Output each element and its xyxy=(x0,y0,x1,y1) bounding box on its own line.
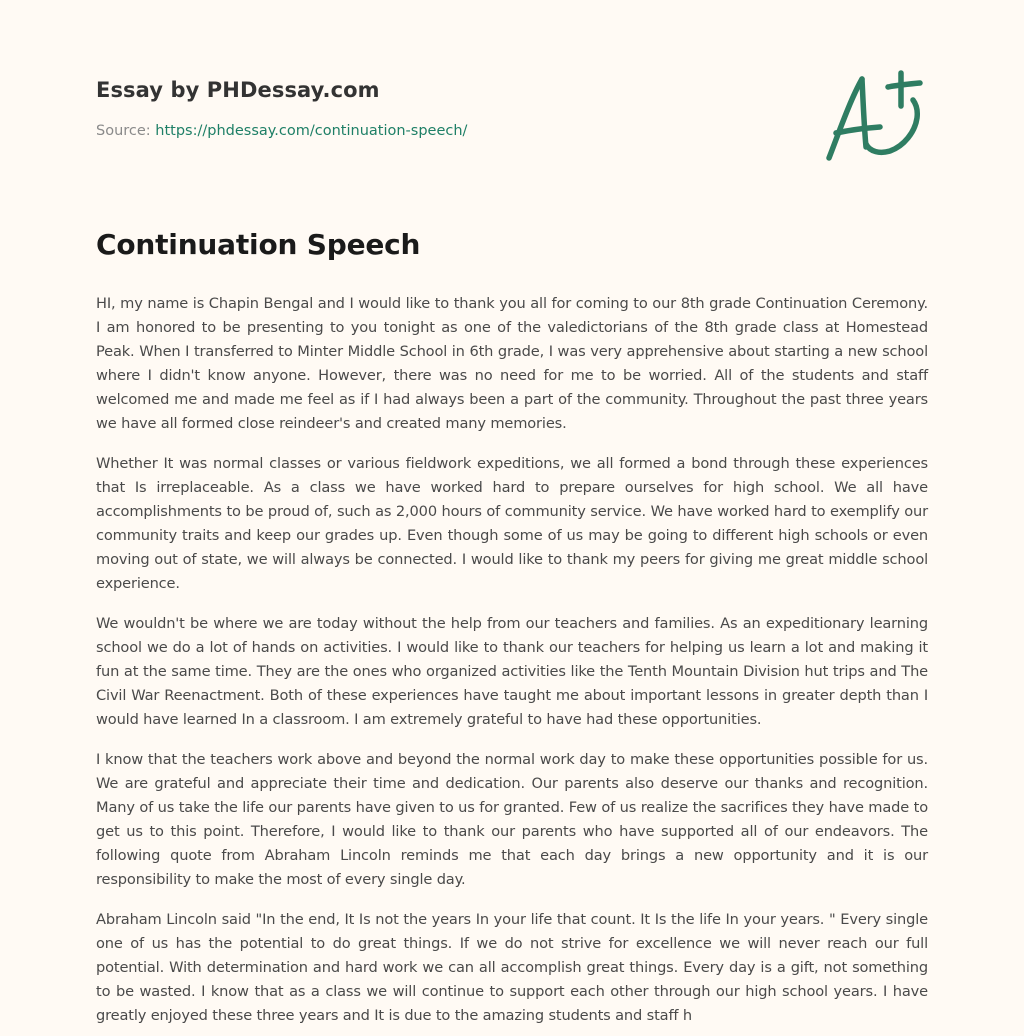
essay-paragraph: I know that the teachers work above and beyond the normal work day to make these opportunities possible for us. We are grateful and appreciate their time and dedication. Our parents also deserve our thanks and recognition. Many of us take the life our parents have given to us for granted. Few of us realize the sacrifices they have made to get us to this point. Therefore, I would like to thank our parents who have supported all of our endeavors. The following quote from Abraham Lincoln reminds me that each day brings a new opportunity and it is our responsibility to make the most of every single day. xyxy=(96,751,928,888)
site-title: Essay by PHDessay.com xyxy=(96,78,380,102)
essay-body xyxy=(96,292,928,1028)
source-label: Source: xyxy=(96,123,156,139)
source-line xyxy=(96,121,796,141)
essay-paragraph: Abraham Lincoln said "In the end, It Is not the years In your life that count. It Is the life In your years. " Every single one of us has the potential to do great things. If we do not strive for excellence we will never reach our full potential. With determination and hard work we can all accomplish great things. Every day is a gift, not something to be wasted. I know that as a class we will continue to support each other through our high school years. I have greatly enjoyed these three years and It is due to the amazing students and staff h xyxy=(96,911,928,1024)
page-header xyxy=(96,76,796,141)
essay-article xyxy=(96,226,928,1036)
essay-paragraph: We wouldn't be where we are today without the help from our teachers and families. As an expeditionary learning school we do a lot of hands on activities. I would like to thank our teachers for helping us learn a lot and making it fun at the same time. They are the ones who organized activities like the Tenth Mountain Division hut trips and The Civil War Reenactment. Both of these experiences have taught me about important lessons in greater depth than I would have learned In a classroom. I am extremely grateful to have had these opportunities. xyxy=(96,615,928,728)
essay-title: Continuation Speech xyxy=(96,228,421,261)
source-link[interactable]: https://phdessay.com/continuation-speech/ xyxy=(155,123,468,139)
a-plus-grade-icon xyxy=(820,65,930,165)
essay-paragraph: Whether It was normal classes or various fieldwork expeditions, we all formed a bond through these experiences that Is irreplaceable. As a class we have worked hard to prepare ourselves for high school. We all have accomplishments to be proud of, such as 2,000 hours of community service. We have worked hard to exemplify our community traits and keep our grades up. Even though some of us may be going to different high schools or even moving out of state, we will always be connected. I would like to thank my peers for giving me great middle school experience. xyxy=(96,455,928,592)
essay-paragraph: HI, my name is Chapin Bengal and I would like to thank you all for coming to our 8th grade Continuation Ceremony. I am honored to be presenting to you tonight as one of the valedictorians of the 8th grade class at Homestead Peak. When I transferred to Minter Middle School in 6th grade, I was very apprehensive about starting a new school where I didn't know anyone. However, there was no need for me to be worried. All of the students and staff welcomed me and made me feel as if I had always been a part of the community. Throughout the past three years we have all formed close reindeer's and created many memories. xyxy=(96,295,928,432)
